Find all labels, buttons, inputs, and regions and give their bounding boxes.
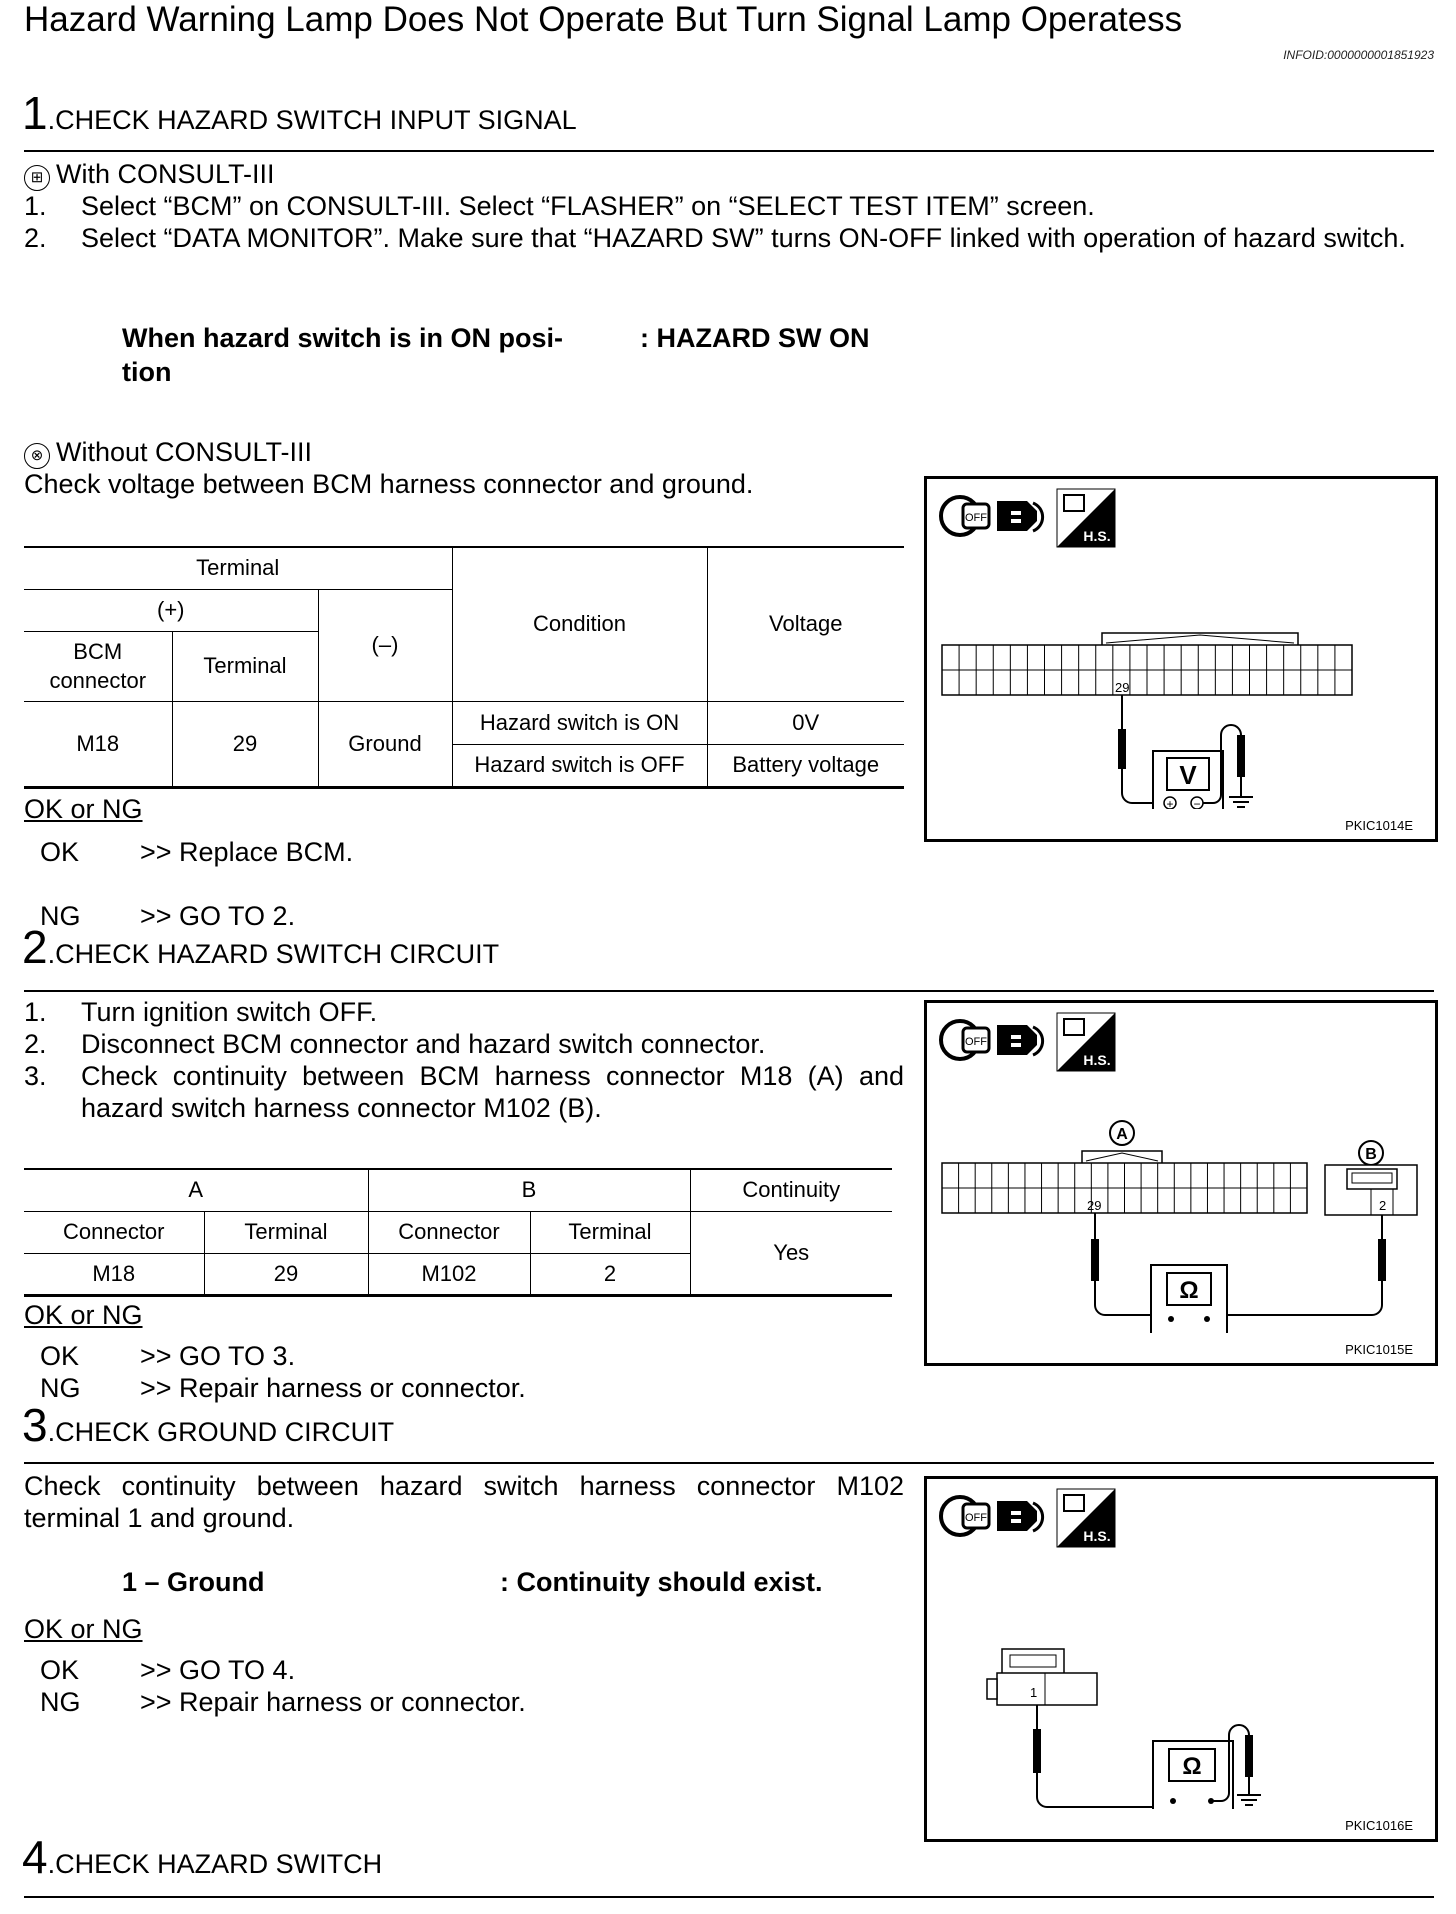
continuity-measurement-figure <box>924 1000 1438 1366</box>
section-number: 3 <box>22 1399 48 1451</box>
table-cell: 29 <box>204 1253 368 1295</box>
figure-code: PKIC1014E <box>1345 818 1413 833</box>
svg-text:−: − <box>1193 797 1201 809</box>
figure-code: PKIC1015E <box>1345 1342 1413 1357</box>
terminal-2-label: 2 <box>1379 1198 1387 1213</box>
check-voltage-text: Check voltage between BCM harness connector and ground. <box>24 469 754 499</box>
ok-label: OK <box>40 837 80 867</box>
terminal-29-label: 29 <box>1115 680 1130 695</box>
ng-label: NG <box>40 1373 81 1403</box>
list-item <box>24 1028 904 1060</box>
divider <box>24 150 1434 152</box>
step-text: Select “BCM” on CONSULT-III. Select “FLASHER” on “SELECT TEST ITEM” screen. <box>81 191 1095 221</box>
section-number: 1 <box>22 87 48 139</box>
ng-label: NG <box>40 901 81 931</box>
connector-icon <box>997 1025 1043 1055</box>
ok-label: OK <box>40 1655 80 1685</box>
table-cell: Ground <box>318 701 452 787</box>
ohmmeter-label: Ω <box>1179 1277 1199 1304</box>
table-header: Terminal <box>204 1211 368 1253</box>
connector-a-label: A <box>1116 1126 1128 1143</box>
table-header: Connector <box>368 1211 530 1253</box>
section-number: 2 <box>22 921 48 973</box>
terminal-29-label: 29 <box>1087 1198 1102 1213</box>
list-item <box>24 222 1434 286</box>
step-number: 2. <box>24 1029 47 1059</box>
table-cell: M18 <box>24 1253 204 1295</box>
continuity-table <box>24 1168 892 1297</box>
spec-condition: 1 – Ground <box>122 1567 265 1597</box>
table-header: B <box>368 1169 690 1211</box>
list-item <box>24 1060 904 1124</box>
without-consult-label: Without CONSULT-III <box>56 437 313 467</box>
table-header: Voltage <box>707 547 904 701</box>
divider <box>24 1462 1434 1464</box>
section-title: .CHECK HAZARD SWITCH <box>47 1849 383 1879</box>
step-text: Turn ignition switch OFF. <box>81 997 378 1027</box>
page-title: Hazard Warning Lamp Does Not Operate But Turn Signal Lamp Operatess <box>24 0 1183 39</box>
list-item <box>24 996 904 1028</box>
section-title: .CHECK HAZARD SWITCH INPUT SIGNAL <box>47 105 577 135</box>
table-header: A <box>24 1169 368 1211</box>
table-cell: M102 <box>368 1253 530 1295</box>
section-number: 4 <box>22 1831 48 1883</box>
step-number: 2. <box>24 223 47 253</box>
ok-or-ng-label: OK or NG <box>24 1300 143 1330</box>
section-4-heading <box>22 1830 382 1884</box>
hs-text: H.S. <box>1083 1052 1111 1068</box>
ng-label: NG <box>40 1687 81 1717</box>
table-header: Terminal <box>172 631 318 701</box>
connector-b-label: B <box>1365 1146 1377 1163</box>
step-text: Disconnect BCM connector and hazard switch connector. <box>81 1029 766 1059</box>
spec-condition-cont: tion <box>122 357 172 387</box>
connector-icon <box>997 501 1043 531</box>
divider <box>24 1896 1434 1898</box>
no-consult-icon: ⊗ <box>24 443 50 469</box>
step-number: 1. <box>24 191 47 221</box>
connector-icon <box>997 1501 1043 1531</box>
off-text: OFF <box>965 512 987 524</box>
ok-label: OK <box>40 1341 80 1371</box>
step-text: Select “DATA MONITOR”. Make sure that “HAZARD SW” turns ON-OFF linked with operation of hazard switch. <box>81 223 1406 253</box>
ok-action: >> GO TO 4. <box>140 1655 296 1685</box>
spec-condition: When hazard switch is in ON posi- <box>122 323 564 353</box>
table-header: (–) <box>318 589 452 701</box>
voltage-table <box>24 546 904 789</box>
table-header: BCM connector <box>24 631 172 701</box>
table-cell: 2 <box>530 1253 690 1295</box>
table-cell: Hazard switch is OFF <box>452 744 707 787</box>
off-text: OFF <box>965 1512 987 1524</box>
consult-icon: ⊞ <box>24 165 50 191</box>
connector-diagram <box>927 479 1435 809</box>
table-header: Terminal <box>24 547 452 589</box>
step-number: 1. <box>24 997 47 1027</box>
table-cell: Hazard switch is ON <box>452 701 707 744</box>
step-number: 3. <box>24 1061 47 1091</box>
ground-continuity-figure <box>924 1476 1438 1842</box>
ng-action: >> Repair harness or connector. <box>140 1687 526 1717</box>
with-consult-line <box>24 158 275 191</box>
off-text: OFF <box>965 1036 987 1048</box>
ok-or-ng-label: OK or NG <box>24 794 143 824</box>
table-header: Continuity <box>690 1169 892 1211</box>
section-3-heading <box>22 1398 394 1452</box>
step-text: Check continuity between BCM harness connector M18 (A) and hazard switch harness connector M102 (B). <box>81 1061 904 1123</box>
ok-or-ng-label: OK or NG <box>24 1614 143 1644</box>
ng-action: >> Repair harness or connector. <box>140 1373 526 1403</box>
terminal-1-label: 1 <box>1030 1685 1038 1700</box>
figure-code: PKIC1016E <box>1345 1818 1413 1833</box>
spec-value: : Continuity should exist. <box>500 1567 823 1597</box>
with-consult-label: With CONSULT-III <box>56 159 275 189</box>
table-cell: 29 <box>172 701 318 787</box>
connector-diagram <box>927 1479 1435 1809</box>
ok-action: >> GO TO 3. <box>140 1341 296 1371</box>
table-cell: Battery voltage <box>732 752 880 777</box>
spec-value: : HAZARD SW ON <box>640 323 870 353</box>
ohmmeter-label: Ω <box>1182 1753 1202 1780</box>
without-consult-line <box>24 436 312 469</box>
hs-text: H.S. <box>1083 528 1111 544</box>
table-header: (+) <box>24 589 318 631</box>
info-id: INFOID:0000000001851923 <box>1283 48 1434 62</box>
section-2-heading <box>22 920 499 974</box>
svg-text:+: + <box>1166 797 1174 809</box>
table-cell: Yes <box>773 1239 810 1265</box>
table-cell: 0V <box>707 701 904 744</box>
check-ground-text: Check continuity between hazard switch harness connector M102 terminal 1 and ground. <box>24 1471 904 1533</box>
voltmeter-label: V <box>1179 760 1197 790</box>
voltage-measurement-figure <box>924 476 1438 842</box>
list-item <box>24 190 1434 222</box>
table-header: Condition <box>452 547 707 701</box>
section-1-heading <box>22 86 577 140</box>
section-title: .CHECK GROUND CIRCUIT <box>47 1417 395 1447</box>
hs-text: H.S. <box>1083 1528 1111 1544</box>
table-header: Terminal <box>530 1211 690 1253</box>
section-title: .CHECK HAZARD SWITCH CIRCUIT <box>47 939 500 969</box>
connector-diagram <box>927 1003 1435 1333</box>
ng-action: >> GO TO 2. <box>140 901 296 931</box>
table-cell: M18 <box>24 701 172 787</box>
table-header: Connector <box>24 1211 204 1253</box>
divider <box>24 990 1434 992</box>
ok-action: >> Replace BCM. <box>140 837 354 867</box>
